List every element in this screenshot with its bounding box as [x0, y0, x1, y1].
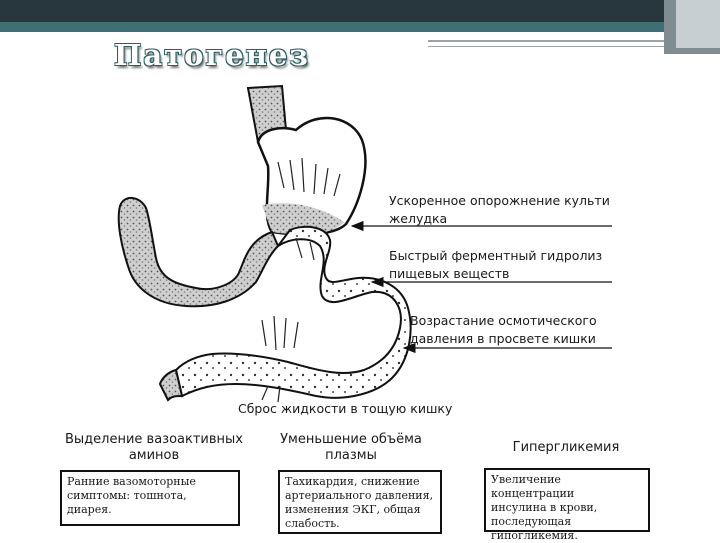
column-heading-plasma: Уменьшение объёма плазмы [280, 432, 422, 463]
symptom-box-plasma: Тахикардия, снижение артериального давления, изменения ЭКГ, общая слабость. [278, 470, 442, 534]
annotation-emptying: Ускоренное опорожнение культи желудка [389, 193, 610, 226]
diagram-caption: Сброс жидкости в тощую кишку [238, 401, 453, 416]
column-heading-amines: Выделение вазоактивных аминов [64, 432, 243, 463]
symptom-box-amines: Ранние вазомоторные симптомы: тошнота, диарея. [60, 470, 240, 526]
afferent-loop-shape [119, 198, 278, 306]
annotation-hydrolysis: Быстрый ферментный гидролиз пищевых веществ [389, 248, 603, 281]
jejunum-shape [176, 227, 411, 398]
column-heading-hyperglycemia: Гипергликемия [512, 440, 620, 455]
annotation-osmotic-pressure: Возрастание осмотического давления в просвете кишки [410, 313, 597, 346]
slide-title: Патогенез [114, 38, 310, 72]
symptom-box-hyperglycemia: Увеличение концентрации инсулина в крови, последующая гипогликемия. [484, 468, 650, 532]
